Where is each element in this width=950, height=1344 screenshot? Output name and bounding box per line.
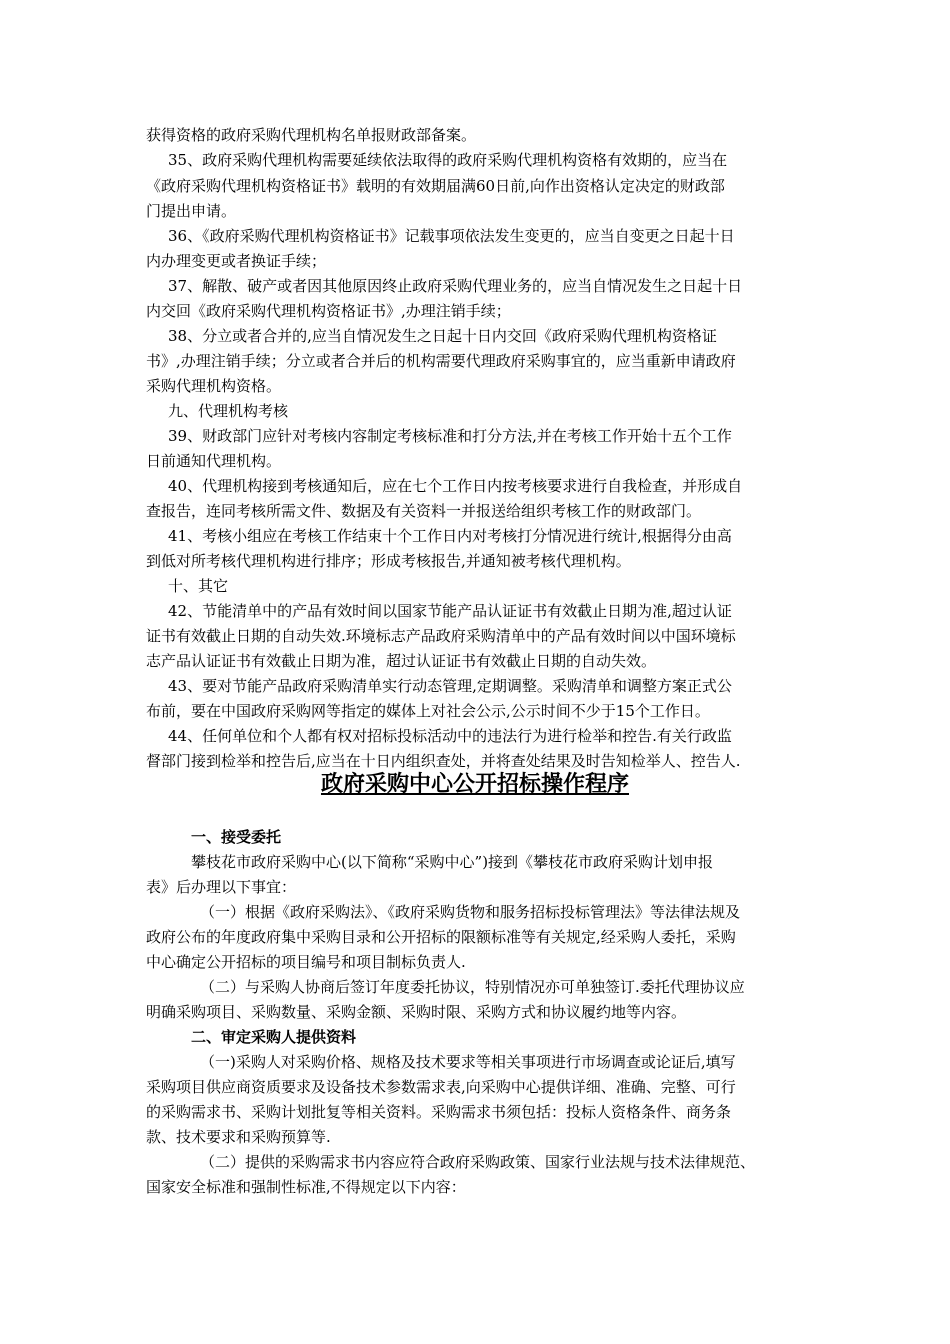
text-line: 查报告，连同考核所需文件、数据及有关资料一并报送给组织考核工作的财政部门。 <box>146 502 702 520</box>
text-line: 明确采购项目、采购数量、采购金额、采购时限、采购方式和协议履约地等内容。 <box>146 1003 687 1021</box>
document-title: 政府采购中心公开招标操作程序 <box>320 772 629 797</box>
text-line: 38、分立或者合并的,应当自情况发生之日起十日内交回《政府采购代理机构资格证 <box>168 327 717 345</box>
text-line: 国家安全标准和强制性标准,不得规定以下内容： <box>146 1178 466 1196</box>
text-line: 42、节能清单中的产品有效时间以国家节能产品认证证书有效截止日期为准,超过认证 <box>168 602 732 620</box>
text-line: 36、《政府采购代理机构资格证书》记载事项依法发生变更的，应当自变更之日起十日 <box>168 227 735 245</box>
text-line: （一）根据《政府采购法》、《政府采购货物和服务招标投标管理法》等法律法规及 <box>200 903 741 921</box>
section-heading: 二、审定采购人提供资料 <box>191 1028 357 1046</box>
text-line: 中心确定公开招标的项目编号和项目制标负责人. <box>146 953 466 971</box>
text-line: 43、要对节能产品政府采购清单实行动态管理,定期调整。采购清单和调整方案正式公 <box>168 677 732 695</box>
text-line: 攀枝花市政府采购中心(以下简称“采购中心”)接到《攀枝花市政府采购计划申报 <box>191 853 714 871</box>
text-line: 37、解散、破产或者因其他原因终止政府采购代理业务的，应当自情况发生之日起十日 <box>168 277 743 295</box>
text-line: 《政府采购代理机构资格证书》载明的有效期届满60日前,向作出资格认定决定的财政部 <box>146 177 725 195</box>
text-line: 获得资格的政府采购代理机构名单报财政部备案。 <box>146 126 477 144</box>
text-line: 41、考核小组应在考核工作结束十个工作日内对考核打分情况进行统计,根据得分由高 <box>168 527 732 545</box>
text-line: 的采购需求书、采购计划批复等相关资料。采购需求书须包括：投标人资格条件、商务条 <box>146 1103 732 1121</box>
text-line: 到低对所考核代理机构进行排序；形成考核报告,并通知被考核代理机构。 <box>146 552 631 570</box>
text-line: 采购代理机构资格。 <box>146 377 282 395</box>
text-line: 志产品认证证书有效截止日期为准，超过认证证书有效截止日期的自动失效。 <box>146 652 657 670</box>
text-line: 39、财政部门应针对考核内容制定考核标准和打分方法,并在考核工作开始十五个工作 <box>168 427 732 445</box>
text-line: 35、政府采购代理机构需要延续依法取得的政府采购代理机构资格有效期的，应当在 <box>168 151 728 169</box>
section-heading: 九、代理机构考核 <box>168 402 289 420</box>
section-heading: 十、其它 <box>168 577 229 595</box>
text-line: 日前通知代理机构。 <box>146 452 282 470</box>
text-line: （二）提供的采购需求书内容应符合政府采购政策、国家行业法规与技术法律规范、 <box>200 1153 756 1171</box>
text-line: 布前，要在中国政府采购网等指定的媒体上对社会公示,公示时间不少于15个工作日。 <box>146 702 710 720</box>
text-line: 政府公布的年度政府集中采购目录和公开招标的限额标准等有关规定,经采购人委托，采购 <box>146 928 736 946</box>
text-line: 44、任何单位和个人都有权对招标投标活动中的违法行为进行检举和控告.有关行政监 <box>168 727 732 745</box>
text-line: 款、技术要求和采购预算等. <box>146 1128 331 1146</box>
text-line: 内交回《政府采购代理机构资格证书》,办理注销手续； <box>146 302 511 320</box>
text-line: 证书有效截止日期的自动失效.环境标志产品政府采购清单中的产品有效时间以中国环境标 <box>146 627 736 645</box>
text-line: 40、代理机构接到考核通知后，应在七个工作日内按考核要求进行自我检查，并形成自 <box>168 477 743 495</box>
text-line: （二）与采购人协商后签订年度委托协议，特别情况亦可单独签订.委托代理协议应 <box>200 978 745 996</box>
text-line: 督部门接到检举和控告后,应当在十日内组织查处，并将查处结果及时告知检举人、控告人. <box>146 752 741 770</box>
section-heading: 一、接受委托 <box>191 828 282 846</box>
text-line: （一)采购人对采购价格、规格及技术要求等相关事项进行市场调查或论证后,填写 <box>200 1053 736 1071</box>
text-line: 门提出申请。 <box>146 202 237 220</box>
text-line: 书》,办理注销手续；分立或者合并后的机构需要代理政府采购事宜的，应当重新申请政府 <box>146 352 736 370</box>
text-line: 表》后办理以下事宜： <box>146 878 297 896</box>
text-line: 采购项目供应商资质要求及设备技术参数需求表,向采购中心提供详细、准确、完整、可行 <box>146 1078 736 1096</box>
text-line: 内办理变更或者换证手续； <box>146 252 327 270</box>
